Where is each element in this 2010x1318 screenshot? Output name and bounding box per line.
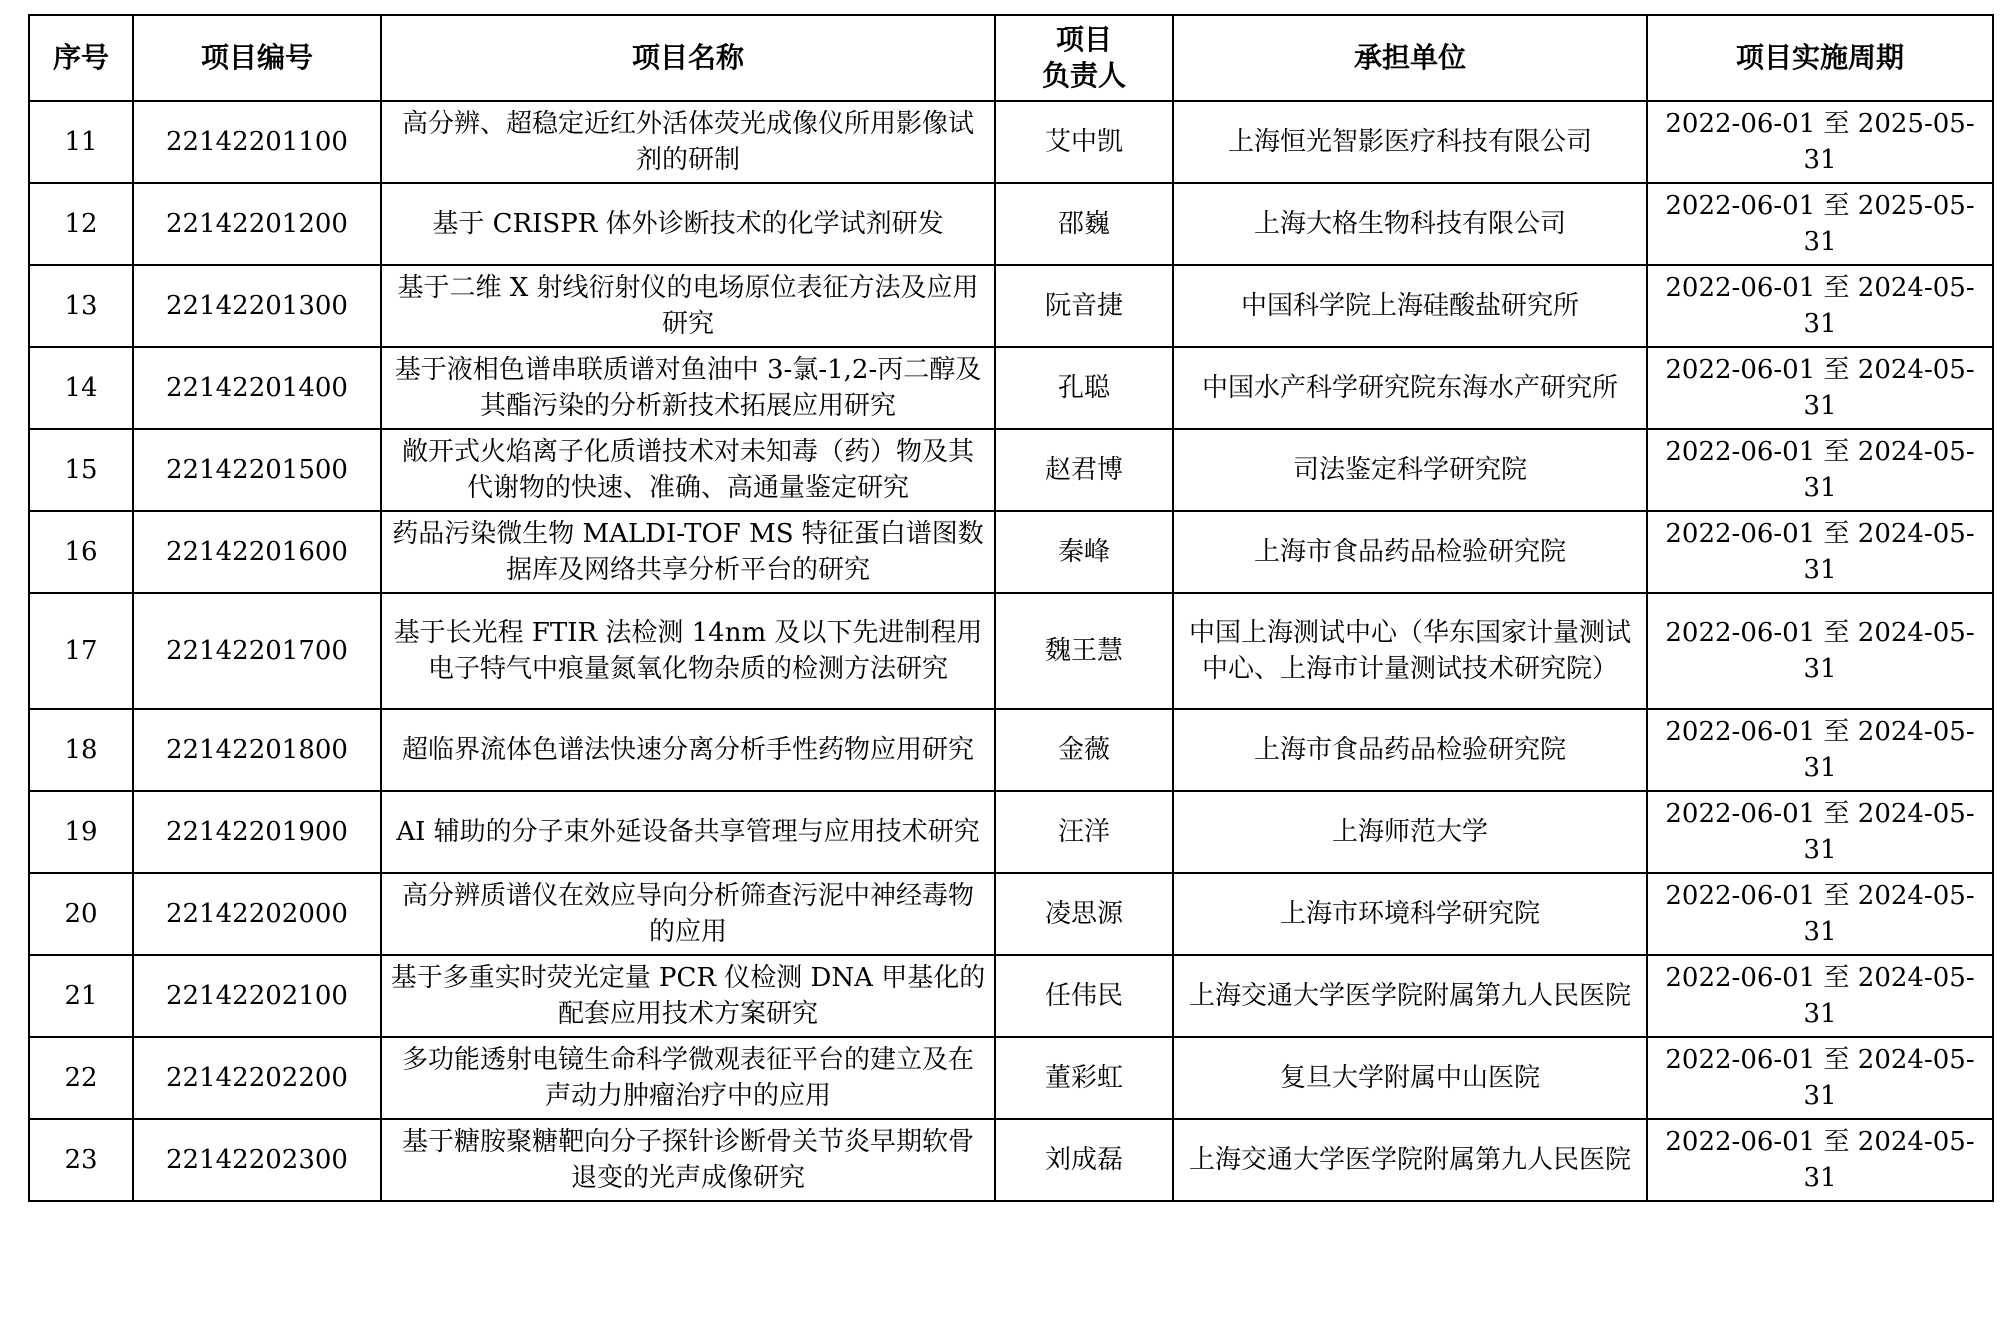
cell-seq: 19 [29, 791, 133, 873]
cell-code: 22142201600 [133, 511, 381, 593]
cell-leader: 董彩虹 [995, 1037, 1173, 1119]
cell-seq: 23 [29, 1119, 133, 1201]
header-code: 项目编号 [133, 15, 381, 101]
cell-code: 22142201800 [133, 709, 381, 791]
cell-leader: 赵君博 [995, 429, 1173, 511]
cell-leader: 凌思源 [995, 873, 1173, 955]
cell-name: 基于糖胺聚糖靶向分子探针诊断骨关节炎早期软骨退变的光声成像研究 [381, 1119, 995, 1201]
header-leader-line1: 项目 [1055, 23, 1112, 56]
cell-seq: 21 [29, 955, 133, 1037]
table-row [29, 183, 1993, 265]
cell-leader: 邵巍 [995, 183, 1173, 265]
header-leader [995, 15, 1173, 101]
cell-code: 22142201900 [133, 791, 381, 873]
cell-period: 2022-06-01 至 2024-05-31 [1647, 791, 1993, 873]
table-row [29, 265, 1993, 347]
table-row [29, 955, 1993, 1037]
cell-seq: 20 [29, 873, 133, 955]
cell-code: 22142202000 [133, 873, 381, 955]
cell-leader: 刘成磊 [995, 1119, 1173, 1201]
cell-code: 22142202100 [133, 955, 381, 1037]
cell-name: 药品污染微生物 MALDI-TOF MS 特征蛋白谱图数据库及网络共享分析平台的研究 [381, 511, 995, 593]
project-table [28, 14, 1994, 1202]
cell-name: 基于长光程 FTIR 法检测 14nm 及以下先进制程用电子特气中痕量氮氧化物杂质的检测方法研究 [381, 593, 995, 709]
cell-name: 多功能透射电镜生命科学微观表征平台的建立及在声动力肿瘤治疗中的应用 [381, 1037, 995, 1119]
cell-org: 上海交通大学医学院附属第九人民医院 [1173, 1119, 1647, 1201]
cell-leader: 秦峰 [995, 511, 1173, 593]
cell-name: 基于液相色谱串联质谱对鱼油中 3-氯-1,2-丙二醇及其酯污染的分析新技术拓展应用研究 [381, 347, 995, 429]
cell-name: 基于 CRISPR 体外诊断技术的化学试剂研发 [381, 183, 995, 265]
cell-org: 中国水产科学研究院东海水产研究所 [1173, 347, 1647, 429]
cell-leader: 孔聪 [995, 347, 1173, 429]
table-row [29, 873, 1993, 955]
table-header-row [29, 15, 1993, 101]
cell-code: 22142201200 [133, 183, 381, 265]
cell-seq: 12 [29, 183, 133, 265]
header-leader-line2: 负责人 [1041, 59, 1126, 92]
cell-code: 22142201500 [133, 429, 381, 511]
cell-org: 中国科学院上海硅酸盐研究所 [1173, 265, 1647, 347]
header-org: 承担单位 [1173, 15, 1647, 101]
table-row [29, 1037, 1993, 1119]
cell-leader: 阮音捷 [995, 265, 1173, 347]
table-row [29, 511, 1993, 593]
cell-code: 22142202300 [133, 1119, 381, 1201]
table-row [29, 593, 1993, 709]
cell-org: 上海师范大学 [1173, 791, 1647, 873]
cell-org: 上海市环境科学研究院 [1173, 873, 1647, 955]
cell-leader: 艾中凯 [995, 101, 1173, 183]
cell-period: 2022-06-01 至 2024-05-31 [1647, 709, 1993, 791]
table-row [29, 1119, 1993, 1201]
cell-period: 2022-06-01 至 2024-05-31 [1647, 873, 1993, 955]
cell-seq: 16 [29, 511, 133, 593]
cell-period: 2022-06-01 至 2024-05-31 [1647, 347, 1993, 429]
cell-name: 超临界流体色谱法快速分离分析手性药物应用研究 [381, 709, 995, 791]
cell-code: 22142201400 [133, 347, 381, 429]
cell-org: 司法鉴定科学研究院 [1173, 429, 1647, 511]
cell-name: 高分辨、超稳定近红外活体荧光成像仪所用影像试剂的研制 [381, 101, 995, 183]
cell-code: 22142202200 [133, 1037, 381, 1119]
cell-org: 上海市食品药品检验研究院 [1173, 511, 1647, 593]
cell-leader: 魏王慧 [995, 593, 1173, 709]
cell-period: 2022-06-01 至 2024-05-31 [1647, 593, 1993, 709]
cell-org: 上海恒光智影医疗科技有限公司 [1173, 101, 1647, 183]
header-seq: 序号 [29, 15, 133, 101]
cell-leader: 任伟民 [995, 955, 1173, 1037]
cell-leader: 金薇 [995, 709, 1173, 791]
cell-period: 2022-06-01 至 2024-05-31 [1647, 1037, 1993, 1119]
cell-period: 2022-06-01 至 2025-05-31 [1647, 183, 1993, 265]
header-name: 项目名称 [381, 15, 995, 101]
table-row [29, 347, 1993, 429]
cell-period: 2022-06-01 至 2024-05-31 [1647, 1119, 1993, 1201]
cell-period: 2022-06-01 至 2024-05-31 [1647, 429, 1993, 511]
cell-seq: 17 [29, 593, 133, 709]
table-row [29, 791, 1993, 873]
table-row [29, 709, 1993, 791]
cell-period: 2022-06-01 至 2024-05-31 [1647, 955, 1993, 1037]
cell-name: 高分辨质谱仪在效应导向分析筛查污泥中神经毒物的应用 [381, 873, 995, 955]
cell-org: 上海交通大学医学院附属第九人民医院 [1173, 955, 1647, 1037]
cell-period: 2022-06-01 至 2025-05-31 [1647, 101, 1993, 183]
cell-seq: 18 [29, 709, 133, 791]
header-period: 项目实施周期 [1647, 15, 1993, 101]
cell-seq: 11 [29, 101, 133, 183]
table-row [29, 101, 1993, 183]
cell-name: 基于二维 X 射线衍射仪的电场原位表征方法及应用研究 [381, 265, 995, 347]
cell-name: 基于多重实时荧光定量 PCR 仪检测 DNA 甲基化的配套应用技术方案研究 [381, 955, 995, 1037]
cell-org: 复旦大学附属中山医院 [1173, 1037, 1647, 1119]
cell-org: 上海大格生物科技有限公司 [1173, 183, 1647, 265]
cell-org: 上海市食品药品检验研究院 [1173, 709, 1647, 791]
cell-seq: 15 [29, 429, 133, 511]
cell-period: 2022-06-01 至 2024-05-31 [1647, 265, 1993, 347]
cell-leader: 汪洋 [995, 791, 1173, 873]
cell-seq: 22 [29, 1037, 133, 1119]
cell-code: 22142201100 [133, 101, 381, 183]
cell-seq: 13 [29, 265, 133, 347]
cell-name: AI 辅助的分子束外延设备共享管理与应用技术研究 [381, 791, 995, 873]
cell-period: 2022-06-01 至 2024-05-31 [1647, 511, 1993, 593]
cell-name: 敞开式火焰离子化质谱技术对未知毒（药）物及其代谢物的快速、准确、高通量鉴定研究 [381, 429, 995, 511]
cell-seq: 14 [29, 347, 133, 429]
table-row [29, 429, 1993, 511]
cell-code: 22142201700 [133, 593, 381, 709]
cell-org: 中国上海测试中心（华东国家计量测试中心、上海市计量测试技术研究院） [1173, 593, 1647, 709]
cell-code: 22142201300 [133, 265, 381, 347]
